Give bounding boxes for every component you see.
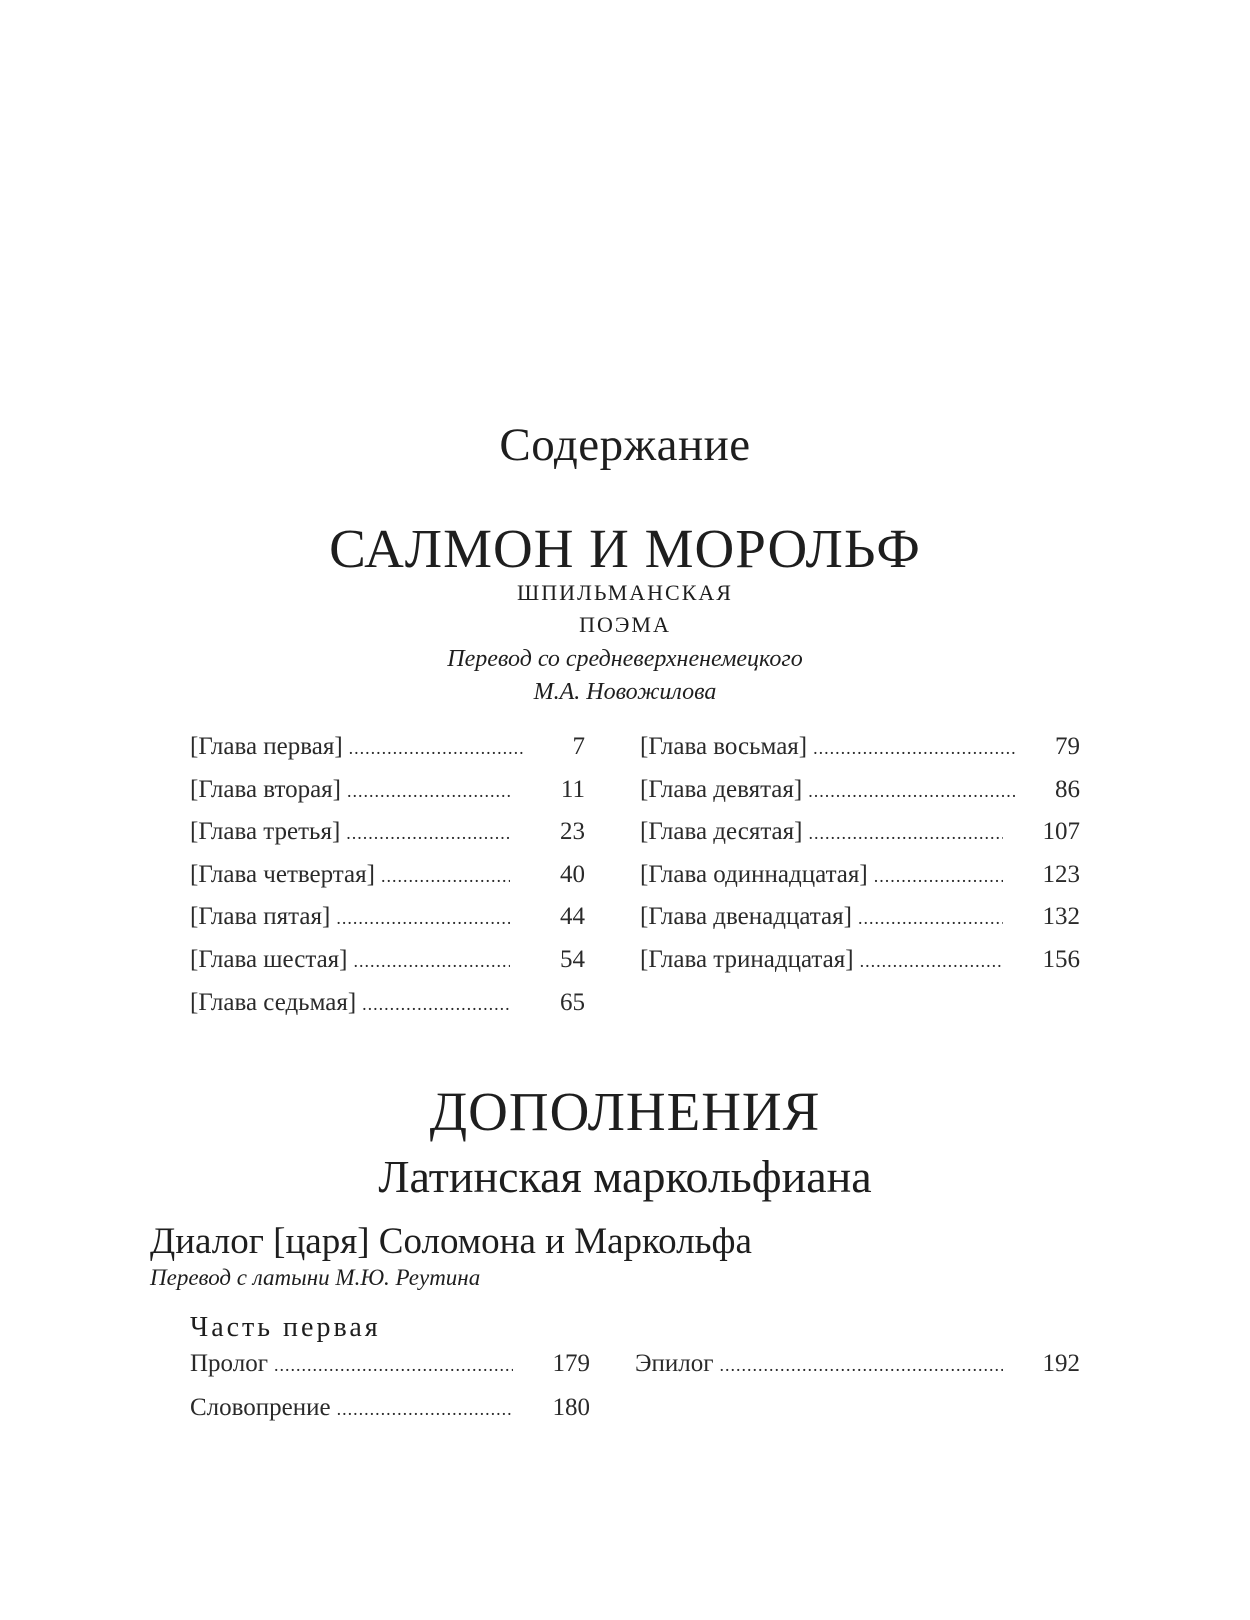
toc-entry[interactable]	[640, 861, 1080, 904]
toc-entry-label: [Глава седьмая]	[190, 988, 357, 1016]
toc-entry-label: [Глава третья]	[190, 818, 341, 846]
translation-note: Перевод со средневерхненемецкого	[447, 646, 803, 672]
toc-entry[interactable]	[190, 903, 585, 946]
toc-leader-dots	[874, 866, 1003, 887]
toc-entry[interactable]	[190, 861, 585, 904]
toc-page-number: 44	[560, 903, 585, 931]
toc-entry-label: [Глава первая]	[190, 733, 343, 760]
toc-leader-dots	[354, 951, 510, 972]
toc-leader-dots	[337, 1399, 513, 1420]
toc-entry[interactable]	[190, 733, 585, 776]
toc-leader-dots	[720, 1355, 1003, 1376]
toc-page-number: 65	[560, 988, 585, 1016]
toc-entry-label: [Глава восьмая]	[640, 733, 808, 760]
genre-line-2: ПОЭМА	[579, 612, 671, 637]
toc-page-number: 86	[1055, 775, 1080, 803]
chapter-list-right	[640, 733, 1080, 989]
toc-page-number: 11	[560, 775, 585, 803]
toc-entry[interactable]	[640, 776, 1080, 819]
toc-entry-label: [Глава десятая]	[640, 818, 803, 846]
part-one-list-left	[190, 1350, 590, 1437]
toc-page-number: 7	[572, 733, 585, 760]
part-one-list-right	[635, 1350, 1080, 1394]
toc-entry-label: Словопрение	[190, 1393, 331, 1421]
toc-page-number: 54	[560, 945, 585, 973]
toc-leader-dots	[346, 823, 510, 844]
dialog-translation-note: Перевод с латыни М.Ю. Реутина	[150, 1265, 481, 1290]
addenda-title: ДОПОЛНЕНИЯ	[429, 1081, 821, 1142]
toc-entry-label: [Глава пятая]	[190, 903, 331, 931]
toc-entry[interactable]	[640, 946, 1080, 989]
toc-entry[interactable]	[190, 818, 585, 861]
toc-entry[interactable]	[190, 989, 585, 1032]
toc-leader-dots	[813, 738, 1015, 759]
toc-entry[interactable]	[640, 733, 1080, 776]
toc-page-number: 123	[1042, 860, 1080, 888]
toc-entry[interactable]	[190, 1350, 590, 1394]
toc-entry[interactable]	[640, 903, 1080, 946]
toc-entry-label: [Глава вторая]	[190, 775, 341, 803]
toc-page-number: 40	[560, 860, 585, 888]
toc-leader-dots	[274, 1355, 513, 1376]
toc-entry-label: [Глава девятая]	[640, 775, 803, 803]
work-title: САЛМОН И МОРОЛЬФ	[329, 518, 921, 579]
toc-page-number: 179	[552, 1350, 590, 1377]
toc-page-number: 107	[1042, 818, 1080, 846]
toc-entry[interactable]	[190, 1394, 590, 1438]
toc-page-number: 79	[1055, 733, 1080, 760]
toc-leader-dots	[858, 908, 1003, 929]
toc-leader-dots	[362, 994, 510, 1015]
toc-page-number: 23	[560, 818, 585, 846]
toc-page-number: 180	[552, 1393, 590, 1421]
toc-entry[interactable]	[190, 946, 585, 989]
toc-leader-dots	[808, 823, 1002, 844]
toc-leader-dots	[347, 781, 511, 802]
toc-page-number: 192	[1042, 1350, 1080, 1377]
toc-page-number: 156	[1042, 945, 1080, 973]
toc-entry-label: [Глава четвертая]	[190, 860, 375, 888]
part-title: Часть первая	[190, 1312, 381, 1343]
toc-entry-label: [Глава шестая]	[190, 945, 348, 973]
toc-entry-label: Эпилог	[635, 1350, 714, 1377]
toc-leader-dots	[336, 908, 510, 929]
toc-leader-dots	[860, 951, 1003, 972]
chapter-list-left	[190, 733, 585, 1031]
toc-entry-label: Пролог	[190, 1350, 268, 1377]
toc-leader-dots	[349, 738, 523, 759]
toc-entry[interactable]	[640, 818, 1080, 861]
toc-entry-label: [Глава одиннадцатая]	[640, 860, 868, 888]
toc-entry-label: [Глава двенадцатая]	[640, 903, 852, 931]
toc-entry[interactable]	[635, 1350, 1080, 1394]
toc-leader-dots	[381, 866, 510, 887]
translator-name: М.А. Новожилова	[533, 679, 717, 705]
toc-entry-label: [Глава тринадцатая]	[640, 945, 854, 973]
latin-marcolfiana-title: Латинская маркольфиана	[378, 1151, 872, 1202]
toc-page-number: 132	[1042, 903, 1080, 931]
genre-line-1: ШПИЛЬМАНСКАЯ	[517, 580, 733, 605]
toc-entry[interactable]	[190, 776, 585, 819]
toc-leader-dots	[808, 781, 1015, 802]
contents-title: Содержание	[499, 419, 751, 471]
dialog-title: Диалог [царя] Соломона и Маркольфа	[150, 1221, 752, 1262]
